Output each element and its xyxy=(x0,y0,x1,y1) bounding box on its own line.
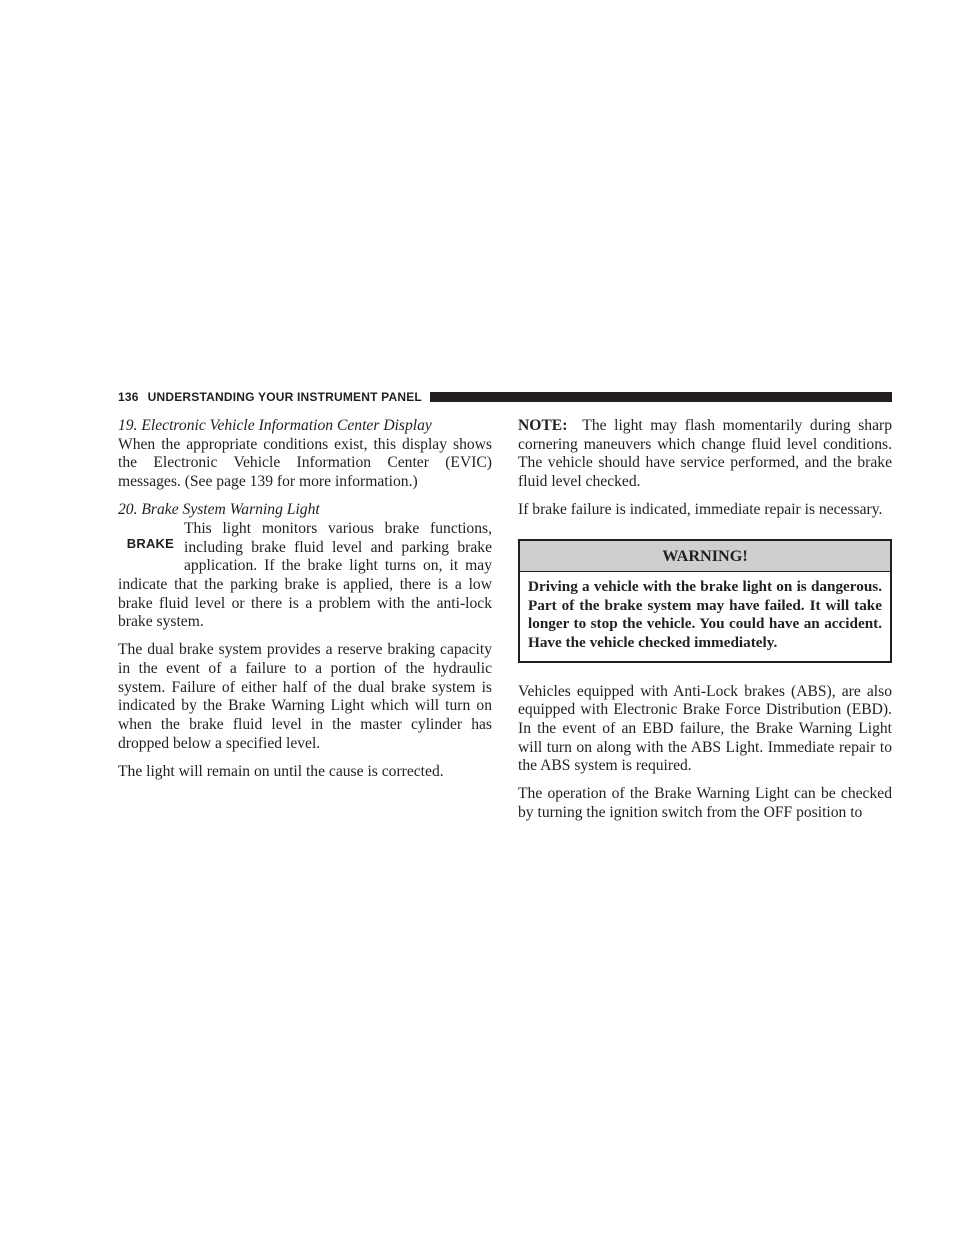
warning-box xyxy=(518,539,892,663)
operation-check-paragraph: The operation of the Brake Warning Light can be checked by turning the ignition switch from the OFF position to xyxy=(518,785,892,822)
brake-failure-paragraph: If brake failure is indicated, immediate repair is necessary. xyxy=(518,501,883,519)
page-number: 136 xyxy=(118,390,139,404)
item-19-title: 19. Electronic Vehicle Information Center Display xyxy=(118,417,432,434)
left-column xyxy=(118,417,492,791)
note-label: NOTE: xyxy=(518,417,568,434)
warning-heading: WARNING! xyxy=(520,541,890,572)
header-rule-bar xyxy=(430,392,892,402)
warning-body: Driving a vehicle with the brake light on is dangerous. Part of the brake system may have failed. It will take longer to stop the vehicle. You could have an accident. Have the vehicle checked immediately. xyxy=(528,577,882,651)
right-column xyxy=(518,417,892,832)
light-remains-paragraph: The light will remain on until the cause is corrected. xyxy=(118,762,444,780)
note-text: The light may flash momentarily during sharp cornering maneuvers which change fluid level conditions. The vehicle should have service performed, and the brake fluid level checked. xyxy=(518,417,893,491)
dual-brake-paragraph: The dual brake system provides a reserve braking capacity in the event of a failure to a portion of the hydraulic system. Failure of either half of the dual brake system is indicated by the Brake Warning Light which will turn on when the brake fluid level in the master cylinder has dropped below a specified level. xyxy=(118,641,492,752)
abs-ebd-paragraph: Vehicles equipped with Anti-Lock brakes (ABS), are also equipped with Electronic Brake Force Distribution (EBD). In the event of an EBD failure, the Brake Warning Light will turn on along with the ABS Light. Immediate repair to the ABS system is required. xyxy=(518,682,892,775)
section-title: UNDERSTANDING YOUR INSTRUMENT PANEL xyxy=(147,390,422,404)
note-paragraph xyxy=(518,417,892,492)
brake-warning-section xyxy=(118,520,492,642)
page-header xyxy=(118,389,892,405)
item-20-title: 20. Brake System Warning Light xyxy=(118,501,320,519)
brake-warning-light-icon: BRAKE xyxy=(126,535,174,551)
item-19-body: When the appropriate conditions exist, this display shows the Electronic Vehicle Information Center (EVIC) messages. (See page 139 for more information.) xyxy=(118,435,492,491)
item-20-body: This light monitors various brake functions, including brake fluid level and parking brake application. If the brake light turns on, it may indicate that the parking brake is applied, there is a low brake fluid level or there is a problem with the anti-lock brake system. xyxy=(118,519,492,631)
